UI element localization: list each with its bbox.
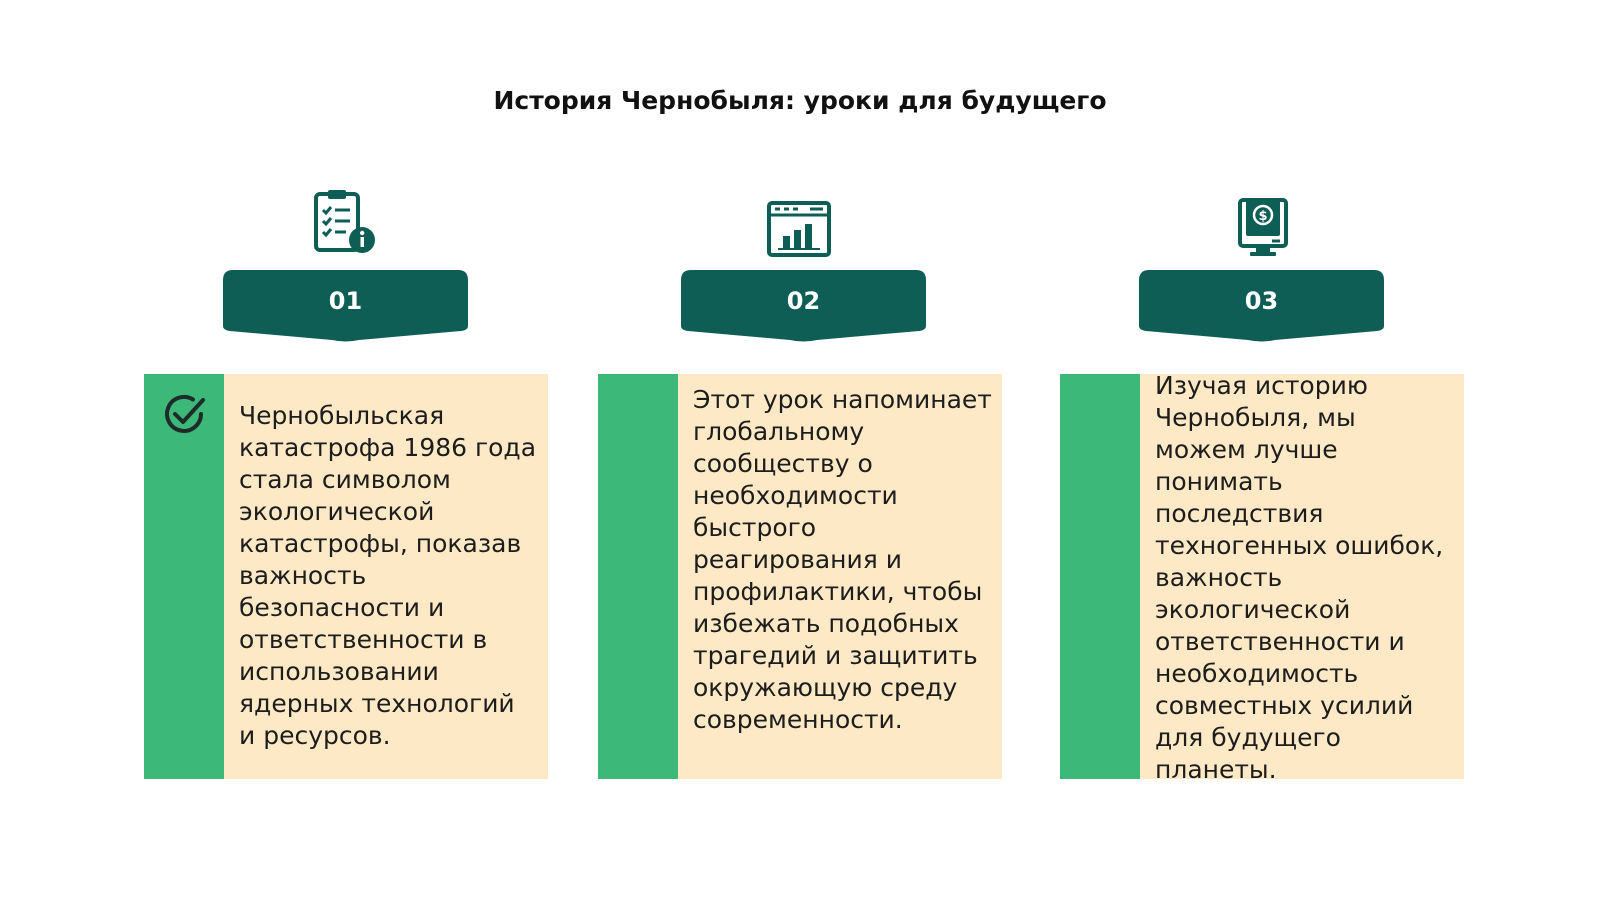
accent-bar (598, 374, 678, 779)
accent-bar (1060, 374, 1140, 779)
svg-text:$: $ (1258, 209, 1268, 224)
step-tab-03 (1139, 270, 1384, 342)
step-number: 02 (786, 287, 821, 315)
step-number: 03 (1244, 287, 1279, 315)
step-text: Изучая историю Чернобыля, мы можем лучше понимать последствия техногенных ошибок, важность экологической ответственности и необходимость совместных усилий для будущего планеты. (1155, 371, 1444, 784)
bar-chart-window-icon (766, 200, 832, 258)
step-number: 01 (328, 287, 363, 315)
monitor-dollar-icon (1236, 196, 1290, 258)
clipboard-checklist-info-icon (312, 188, 380, 256)
check-circle-icon (163, 392, 207, 440)
page-title: История Чернобыля: уроки для будущего (493, 86, 1107, 115)
step-text: Этот урок напоминает глобальному сообществу о необходимости быстрого реагирования и профилактики, чтобы избежать подобных трагедий и защитить окружающую среду современности. (693, 385, 992, 734)
step-tab-02 (681, 270, 926, 342)
step-tab-01 (223, 270, 468, 342)
step-card-02 (598, 374, 1002, 779)
step-card-01 (144, 374, 548, 779)
step-text: Чернобыльская катастрофа 1986 года стала символом экологической катастрофы, показав важность безопасности и ответственности в использовании ядерных технологий и ресурсов. (239, 401, 537, 750)
step-card-03 (1060, 371, 1464, 784)
